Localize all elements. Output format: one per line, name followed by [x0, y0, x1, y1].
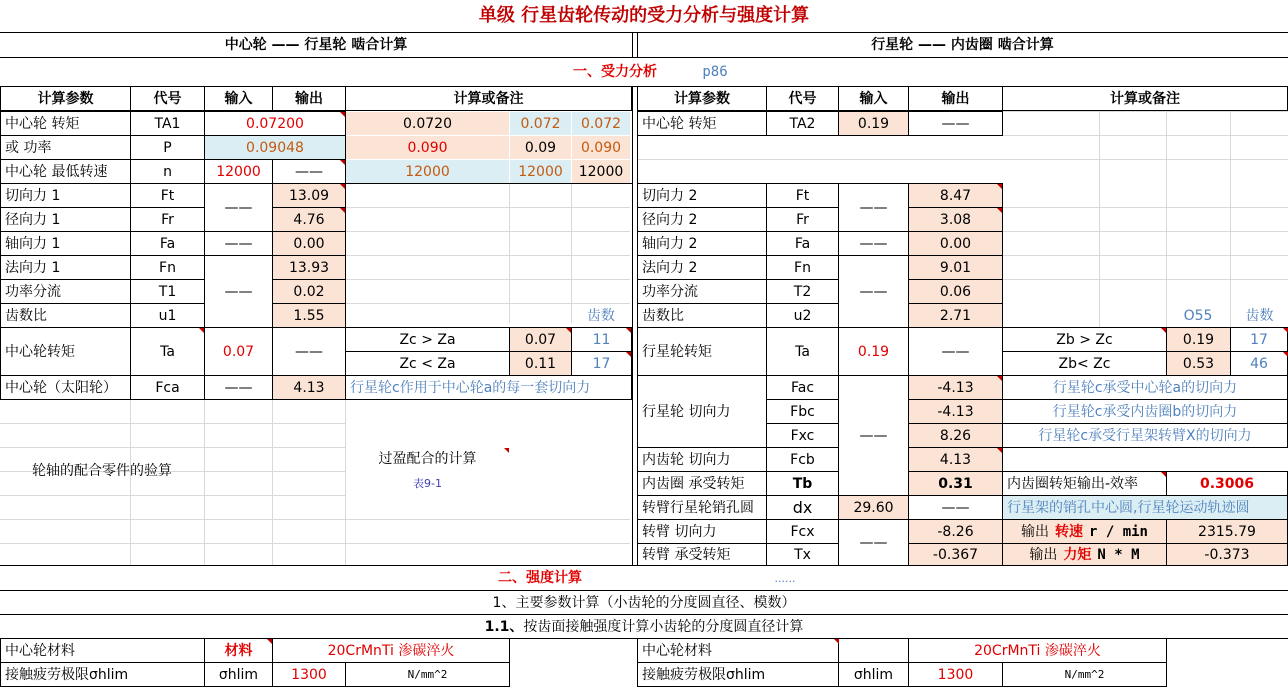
left-teeth-label: 齿数 [587, 307, 615, 324]
right-material-name: 中心轮材料 [637, 638, 839, 663]
left-sigma-value: 1300 [272, 662, 346, 687]
left-ta-input[interactable]: 0.07 [204, 327, 273, 376]
comment-marker[interactable] [626, 352, 631, 357]
left-t1-code: T1 [130, 279, 205, 304]
output-speed-lbl1: 输出 [1020, 523, 1049, 540]
right-tang-name: 行星轮 切向力 [637, 375, 767, 448]
right-fcx-name: 转臂 切向力 [637, 519, 767, 544]
right-fr-code: Fr [766, 207, 839, 232]
left-zc-gt-za-teeth: 11 [571, 327, 632, 352]
comment-marker[interactable] [340, 112, 345, 117]
right-fcx-code: Fcx [766, 519, 839, 544]
right-fac-out: -4.13 [908, 375, 1003, 400]
comment-marker[interactable] [997, 376, 1002, 381]
left-power-n1: 0.090 [346, 136, 509, 159]
col-output-r: 输出 [908, 86, 1003, 111]
right-fn-name: 法向力 2 [637, 255, 767, 280]
left-fr-out: 4.76 [272, 207, 346, 232]
right-tb-out: 0.31 [908, 471, 1003, 496]
right-tb-eff: 0.3006 [1166, 471, 1288, 496]
right-ta-input[interactable]: 0.19 [838, 327, 909, 376]
section1-title: 一、受力分析 [573, 64, 657, 80]
right-tx-code: Tx [766, 543, 839, 566]
fit-table-ref: 表9-1 [413, 476, 442, 490]
left-material-name: 中心轮材料 [0, 638, 205, 663]
section2-dots: ...... [774, 571, 796, 585]
section2-1-1-text: 按齿面接触强度计算小齿轮的分度圆直径计算 [523, 619, 804, 635]
left-torque-n2: 0.072 [510, 112, 571, 135]
output-torque-lbl2: 力矩 [1063, 546, 1092, 563]
output-speed-lbl2: 转速 [1054, 523, 1083, 540]
col-input: 输入 [204, 86, 273, 111]
left-ta-code: Ta [130, 327, 205, 376]
right-fac-note: 行星轮c承受中心轮a的切向力 [1002, 375, 1288, 400]
right-u2-code: u2 [766, 303, 839, 328]
right-sigma-value: 1300 [908, 662, 1003, 687]
left-fn-code: Fn [130, 255, 205, 280]
comment-marker[interactable] [1161, 328, 1166, 333]
right-fcb-code: Fcb [766, 447, 839, 472]
left-u1-name: 齿数比 [0, 303, 131, 328]
output-speed-label [1002, 519, 1167, 544]
left-fn-out: 13.93 [272, 255, 346, 280]
right-fbc-note: 行星轮c承受内齿圈b的切向力 [1002, 399, 1288, 424]
comment-marker[interactable] [834, 639, 839, 644]
left-fca-out: 4.13 [272, 375, 346, 400]
right-fr-name: 径向力 2 [637, 207, 767, 232]
right-zb-gt-zc-teeth: 17 [1230, 327, 1288, 352]
left-power-code: P [130, 135, 205, 160]
right-t2-name: 功率分流 [637, 279, 767, 304]
comment-marker[interactable] [340, 160, 345, 165]
left-fca-name: 中心轮（太阳轮） [0, 375, 131, 400]
left-sigma-code: σhlim [204, 662, 273, 687]
right-zb-lt-zc: Zb< Zc [1002, 351, 1167, 376]
left-speed-name: 中心轮 最低转速 [0, 159, 131, 184]
left-torque-n3: 0.072 [572, 112, 630, 135]
left-ta-output: —— [272, 327, 346, 376]
right-tb-name: 内齿圈 承受转矩 [637, 471, 767, 496]
right-torque-input[interactable]: 0.19 [838, 111, 909, 136]
right-fr-out: 3.08 [908, 207, 1003, 232]
left-material-tag: 材料 [204, 638, 273, 663]
left-u1-code: u1 [130, 303, 205, 328]
right-fa-input: —— [838, 231, 909, 256]
right-sigma-name: 接触疲劳极限σhlim [637, 662, 839, 687]
right-dx-code: dx [766, 495, 839, 520]
right-dx-input[interactable]: 29.60 [838, 495, 909, 520]
left-ft-name: 切向力 1 [0, 183, 131, 208]
right-teeth-label: 齿数 [1245, 307, 1274, 324]
output-torque-label [1002, 543, 1167, 566]
comment-marker[interactable] [997, 448, 1002, 453]
right-ta-code: Ta [766, 327, 839, 376]
right-ft-out: 8.47 [908, 183, 1003, 208]
right-u2-name: 齿数比 [637, 303, 767, 328]
left-torque-n1: 0.0720 [346, 112, 509, 135]
section1-ref: p86 [702, 64, 728, 80]
left-torque-code: TA1 [130, 111, 205, 136]
fit-calc-title: 过盈配合的计算 [378, 451, 477, 467]
right-tx-out: -0.367 [908, 543, 1003, 566]
left-fr-code: Fr [130, 207, 205, 232]
comment-marker[interactable] [340, 184, 345, 189]
right-tx-name: 转臂 承受转矩 [637, 543, 767, 566]
output-torque-unit: N * M [1097, 546, 1140, 563]
right-dx-name: 转臂行星轮销孔圆 [637, 495, 767, 520]
left-fr-name: 径向力 1 [0, 207, 131, 232]
right-ft-code: Ft [766, 183, 839, 208]
right-t2-code: T2 [766, 279, 839, 304]
output-torque-value: -0.373 [1166, 543, 1288, 566]
comment-marker[interactable] [1283, 352, 1288, 357]
comment-marker[interactable] [504, 448, 509, 453]
left-torque-input[interactable]: 0.07200 [204, 111, 346, 136]
right-section-header: 行星轮 —— 内齿圈 啮合计算 [871, 37, 1054, 53]
left-fa-name: 轴向力 1 [0, 231, 131, 256]
comment-marker[interactable] [340, 208, 345, 213]
right-torque-code: TA2 [766, 111, 839, 136]
right-tb-note: 内齿圈转矩输出-效率 [1002, 471, 1167, 496]
right-tb-code: Tb [766, 471, 839, 496]
left-zc-lt-za-teeth: 17 [571, 351, 632, 376]
right-fac-code: Fac [766, 375, 839, 400]
right-torque-output: —— [908, 111, 1003, 136]
right-fcb-name: 内齿轮 切向力 [637, 447, 767, 472]
left-sigma-name: 接触疲劳极限σhlim [0, 662, 205, 687]
right-sigma-code: σhlim [838, 662, 909, 687]
left-t1-out: 0.02 [272, 279, 346, 304]
right-fn-out: 9.01 [908, 255, 1003, 280]
right-fa-code: Fa [766, 231, 839, 256]
col-code-r: 代号 [766, 86, 839, 111]
section2-title: 二、强度计算 [498, 570, 582, 586]
sheet-title: 单级 行星齿轮传动的受力分析与强度计算 [478, 5, 810, 26]
right-ta-name: 行星轮转矩 [637, 327, 767, 376]
comment-marker[interactable] [267, 639, 272, 644]
right-sigma-unit: N/mm^2 [1002, 662, 1167, 687]
right-zb-gt-zc: Zb > Zc [1002, 327, 1167, 352]
left-ft-out: 13.09 [272, 183, 346, 208]
left-fn-name: 法向力 1 [0, 255, 131, 280]
comment-marker[interactable] [566, 328, 571, 333]
left-ftfr-input: —— [204, 183, 273, 232]
left-zc-gt-za-val: 0.07 [509, 327, 572, 352]
right-ftfr-input: —— [838, 183, 909, 232]
col-code: 代号 [130, 86, 205, 111]
left-speed-n2: 12000 [510, 160, 571, 183]
right-fxc-out: 8.26 [908, 423, 1003, 448]
left-speed-n1: 12000 [346, 160, 509, 183]
right-zb-lt-zc-val: 0.53 [1166, 351, 1231, 376]
left-sigma-unit: N/mm^2 [345, 662, 510, 687]
col-output: 输出 [272, 86, 346, 111]
right-zb-gt-zc-val: 0.19 [1166, 327, 1231, 352]
right-torque-name: 中心轮 转矩 [637, 111, 767, 136]
right-material-value: 20CrMnTi 渗碳淬火 [908, 638, 1167, 663]
left-speed-n3: 12000 [572, 160, 630, 183]
left-ta-name: 中心轮转矩 [0, 327, 131, 376]
output-speed-unit: r / min [1088, 523, 1148, 540]
section2-1-1 [0, 615, 1288, 639]
right-fa-name: 轴向力 2 [637, 231, 767, 256]
right-fcx-out: -8.26 [908, 519, 1003, 544]
comment-marker[interactable] [997, 208, 1002, 213]
col-note-r: 计算或备注 [1002, 86, 1288, 111]
left-speed-output: —— [272, 159, 346, 184]
right-fcb-out: 4.13 [908, 447, 1003, 472]
section2-subtitle: 1、主要参数计算（小齿轮的分度圆直径、模数） [492, 594, 796, 611]
fit-check-label: 轮轴的配合零件的验算 [32, 463, 172, 479]
comment-marker[interactable] [997, 184, 1002, 189]
left-fa-input: —— [204, 231, 273, 256]
right-fn-u2-input: —— [838, 255, 909, 328]
right-ft-name: 切向力 2 [637, 183, 767, 208]
right-fxc-code: Fxc [766, 423, 839, 448]
left-section-header: 中心轮 —— 行星轮 啮合计算 [224, 37, 408, 53]
left-zc-lt-za-val: 0.11 [509, 351, 572, 376]
right-u2-out: 2.71 [908, 303, 1003, 328]
col-param: 计算参数 [0, 86, 131, 111]
left-power-n3: 0.090 [572, 136, 630, 159]
left-fn-u1-input: —— [204, 255, 273, 328]
right-fxc-note: 行星轮c承受行星架转臂X的切向力 [1002, 423, 1288, 448]
right-fcx-tx-input: —— [838, 519, 909, 566]
right-t2-out: 0.06 [908, 279, 1003, 304]
left-speed-input[interactable]: 12000 [204, 159, 273, 184]
col-param-r: 计算参数 [637, 86, 767, 111]
comment-marker[interactable] [1161, 472, 1166, 477]
left-fa-out: 0.00 [272, 231, 346, 256]
left-material-value: 20CrMnTi 渗碳淬火 [272, 638, 510, 663]
right-dx-output: —— [908, 495, 1003, 520]
right-o55-label: O55 [1183, 307, 1213, 324]
col-note: 计算或备注 [345, 86, 632, 111]
right-fbc-code: Fbc [766, 399, 839, 424]
left-ft-code: Ft [130, 183, 205, 208]
comment-marker[interactable] [626, 328, 631, 333]
comment-marker[interactable] [1283, 328, 1288, 333]
right-fbc-out: -4.13 [908, 399, 1003, 424]
left-fa-code: Fa [130, 231, 205, 256]
left-fca-note: 行星轮c作用于中心轮a的每一套切向力 [345, 375, 632, 400]
left-power-input[interactable]: 0.09048 [204, 135, 346, 160]
right-fn-code: Fn [766, 255, 839, 280]
right-zb-lt-zc-teeth: 46 [1230, 351, 1288, 376]
left-zc-gt-za: Zc > Za [345, 327, 510, 352]
right-fa-out: 0.00 [908, 231, 1003, 256]
left-t1-name: 功率分流 [0, 279, 131, 304]
output-torque-lbl1: 输出 [1029, 546, 1058, 563]
left-u1-out: 1.55 [272, 303, 346, 328]
left-fca-code: Fca [130, 375, 205, 400]
right-ta-output: —— [908, 327, 1003, 376]
col-input-r: 输入 [838, 86, 909, 111]
right-tang-input: —— [838, 375, 909, 496]
left-zc-lt-za: Zc < Za [345, 351, 510, 376]
right-dx-note: 行星架的销孔中心圆,行星轮运动轨迹圆 [1002, 495, 1288, 520]
left-fca-input: —— [204, 375, 273, 400]
section2-1-1-num: 1.1、 [484, 619, 524, 635]
left-power-name: 或 功率 [0, 135, 131, 160]
left-torque-name: 中心轮 转矩 [0, 111, 131, 136]
comment-marker[interactable] [199, 328, 204, 333]
left-power-n2: 0.09 [510, 136, 571, 159]
left-speed-code: n [130, 159, 205, 184]
output-speed-value: 2315.79 [1166, 519, 1288, 544]
